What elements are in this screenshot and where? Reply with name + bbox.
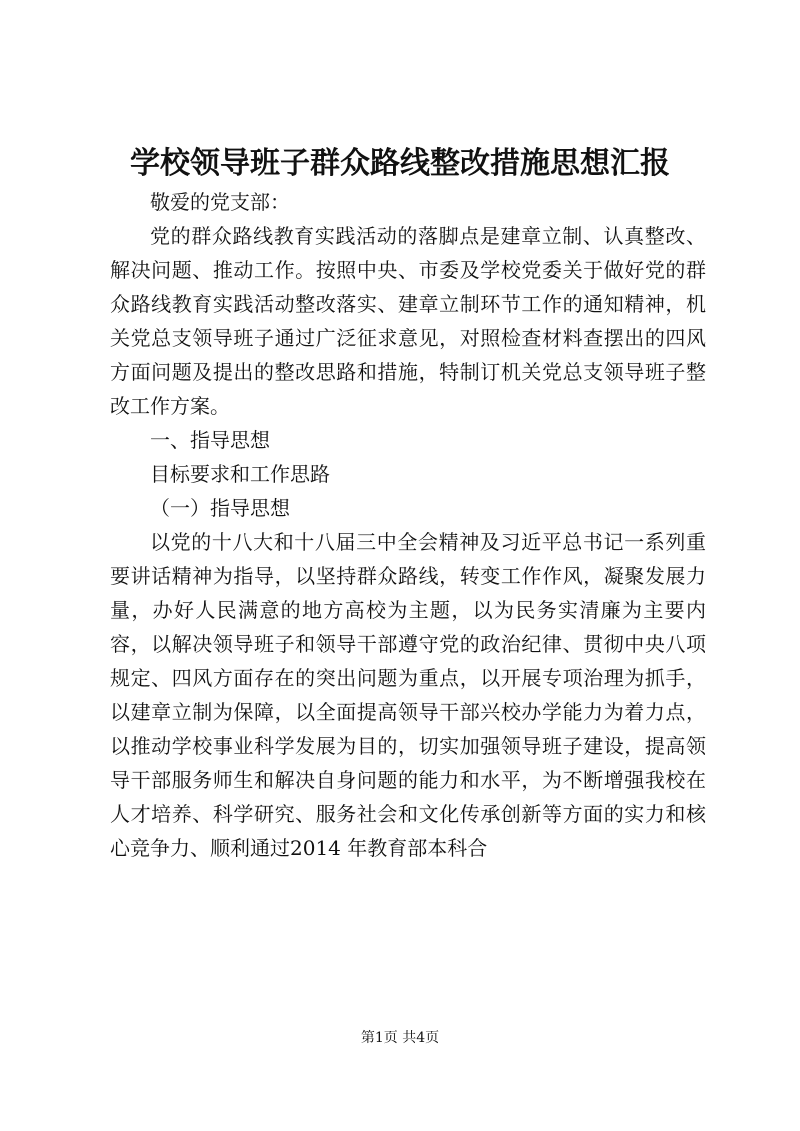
document-title: 学校领导班子群众路线整改措施思想汇报 bbox=[130, 146, 670, 181]
section-subheading-goals: 目标要求和工作思路 bbox=[150, 462, 330, 486]
page-footer: 第1页 共4页 bbox=[360, 1030, 440, 1046]
salutation: 敬爱的党支部： bbox=[150, 190, 290, 214]
document-body bbox=[110, 185, 706, 865]
subsection-heading-guiding-thought: （一）指导思想 bbox=[150, 496, 290, 520]
paragraph-intro: 党的群众路线教育实践活动的落脚点是建章立制、认真整改、解决问题、推动工作。按照中央、市委及学校党委关于做好党的群众路线教育实践活动整改落实、建章立制环节工作的通知精神，机关党总支领导班子通过广泛征求意见，对照检查材料查摆出的四风方面问题及提出的整改思路和措施，特制订机关党总支领导班子整改工作方案。 bbox=[110, 224, 706, 418]
section-heading-guiding-thought: 一、指导思想 bbox=[150, 428, 270, 452]
paragraph-guiding-thought: 以党的十八大和十八届三中全会精神及习近平总书记一系列重要讲话精神为指导，以坚持群众路线，转变工作作风，凝聚发展力量，办好人民满意的地方高校为主题，以为民务实清廉为主要内容，以解决领导班子和领导干部遵守党的政治纪律、贯彻中央八项规定、四风方面存在的突出问题为重点，以开展专项治理为抓手，以建章立制为保障，以全面提高领导干部兴校办学能力为着力点，以推动学校事业科学发展为目的，切实加强领导班子建设，提高领导干部服务师生和解决自身问题的能力和水平，为不断增强我校在人才培养、科学研究、服务社会和文化传承创新等方面的实力和核心竞争力、顺利通过2014 年教育部本科合 bbox=[110, 530, 706, 860]
